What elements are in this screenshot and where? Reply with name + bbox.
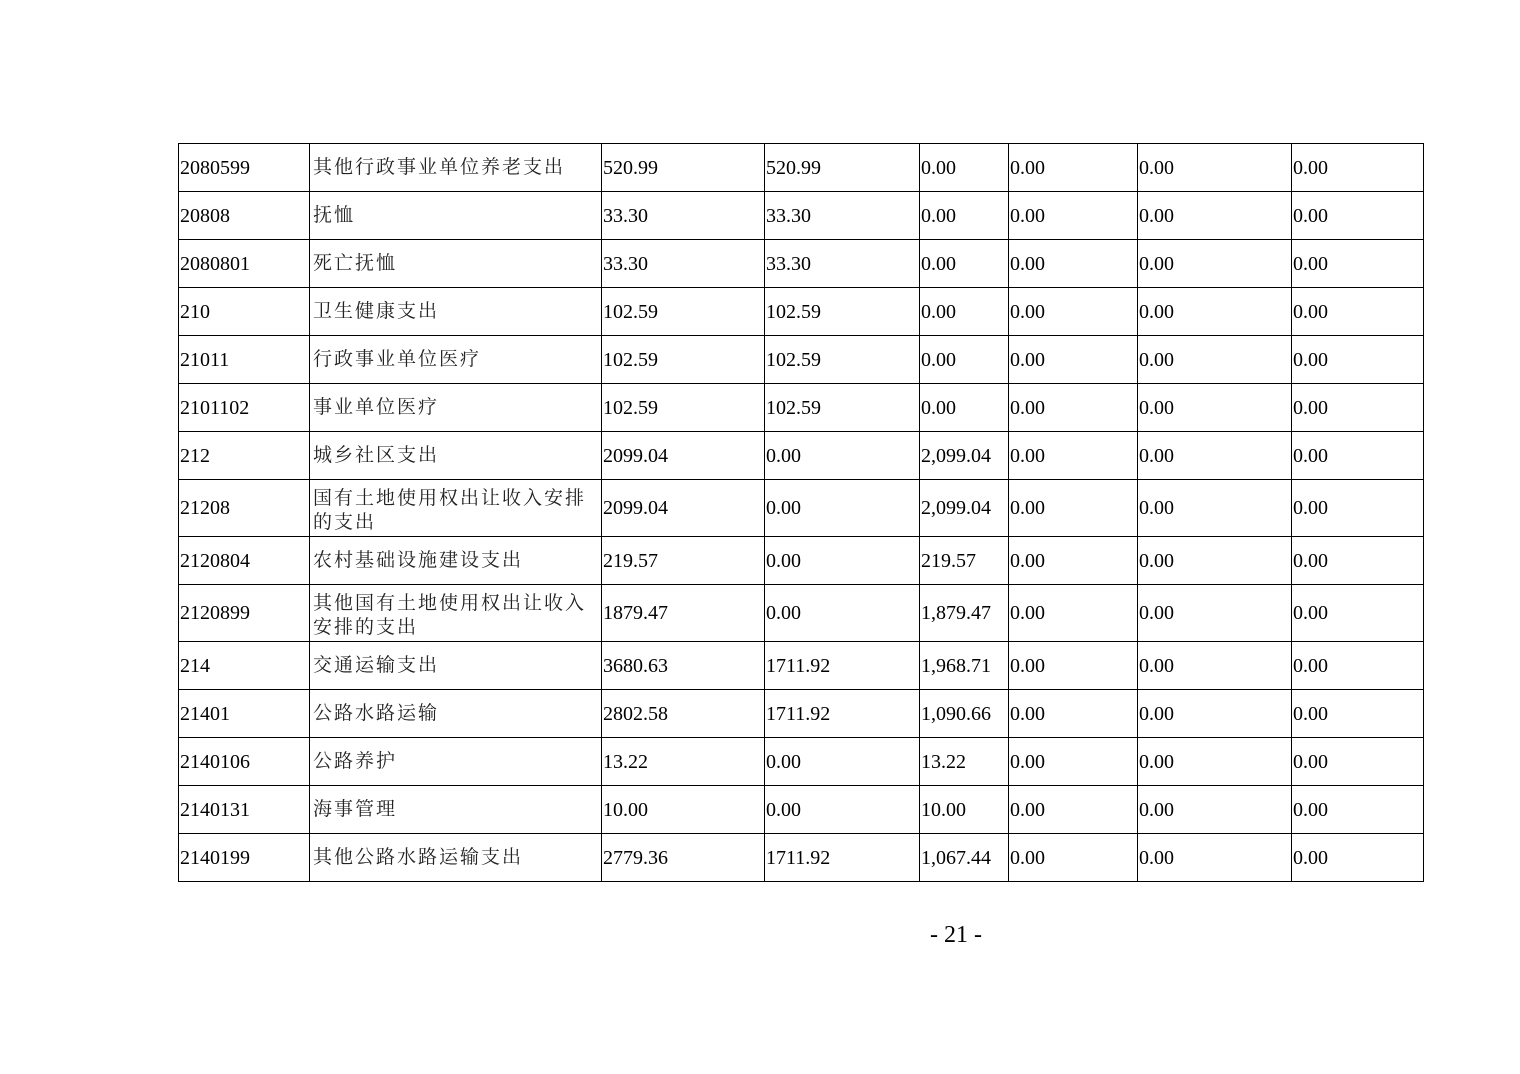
value-cell: 13.22 — [920, 738, 1009, 786]
table-row — [179, 288, 1424, 336]
value-cell: 0.00 — [1009, 537, 1138, 585]
value-cell: 102.59 — [602, 288, 765, 336]
name-cell: 公路水路运输 — [310, 690, 602, 738]
page-number: - 21 - — [930, 922, 982, 948]
value-cell: 0.00 — [1009, 240, 1138, 288]
value-cell: 0.00 — [1292, 690, 1424, 738]
value-cell: 2,099.04 — [920, 480, 1009, 537]
value-cell: 0.00 — [1138, 240, 1292, 288]
name-cell: 公路养护 — [310, 738, 602, 786]
name-cell: 城乡社区支出 — [310, 432, 602, 480]
value-cell: 1,090.66 — [920, 690, 1009, 738]
value-cell: 0.00 — [1292, 585, 1424, 642]
value-cell: 0.00 — [1292, 834, 1424, 882]
value-cell: 0.00 — [1292, 240, 1424, 288]
value-cell: 0.00 — [1292, 642, 1424, 690]
value-cell: 0.00 — [1138, 336, 1292, 384]
name-cell: 其他公路水路运输支出 — [310, 834, 602, 882]
value-cell: 1879.47 — [602, 585, 765, 642]
value-cell: 102.59 — [765, 384, 920, 432]
code-cell: 20808 — [179, 192, 310, 240]
value-cell: 1711.92 — [765, 690, 920, 738]
name-cell: 其他国有土地使用权出让收入安排的支出 — [310, 585, 602, 642]
value-cell: 1,067.44 — [920, 834, 1009, 882]
value-cell: 0.00 — [1009, 690, 1138, 738]
value-cell: 0.00 — [765, 786, 920, 834]
value-cell: 0.00 — [765, 738, 920, 786]
value-cell: 0.00 — [1009, 288, 1138, 336]
code-cell: 210 — [179, 288, 310, 336]
value-cell: 0.00 — [1292, 786, 1424, 834]
value-cell: 0.00 — [1009, 384, 1138, 432]
value-cell: 0.00 — [920, 288, 1009, 336]
code-cell: 2140106 — [179, 738, 310, 786]
code-cell: 2080599 — [179, 144, 310, 192]
code-cell: 2120804 — [179, 537, 310, 585]
name-cell: 农村基础设施建设支出 — [310, 537, 602, 585]
table-row — [179, 690, 1424, 738]
name-cell: 海事管理 — [310, 786, 602, 834]
value-cell: 2,099.04 — [920, 432, 1009, 480]
value-cell: 0.00 — [1292, 192, 1424, 240]
code-cell: 2120899 — [179, 585, 310, 642]
value-cell: 2099.04 — [602, 432, 765, 480]
value-cell: 520.99 — [765, 144, 920, 192]
table-row — [179, 432, 1424, 480]
code-cell: 214 — [179, 642, 310, 690]
value-cell: 10.00 — [920, 786, 1009, 834]
value-cell: 0.00 — [1292, 384, 1424, 432]
table-row — [179, 336, 1424, 384]
value-cell: 219.57 — [602, 537, 765, 585]
value-cell: 0.00 — [920, 240, 1009, 288]
value-cell: 33.30 — [765, 240, 920, 288]
table-row — [179, 240, 1424, 288]
name-cell: 行政事业单位医疗 — [310, 336, 602, 384]
table-row — [179, 834, 1424, 882]
value-cell: 0.00 — [1138, 288, 1292, 336]
value-cell: 0.00 — [1138, 834, 1292, 882]
value-cell: 219.57 — [920, 537, 1009, 585]
value-cell: 0.00 — [1138, 738, 1292, 786]
value-cell: 0.00 — [1009, 432, 1138, 480]
value-cell: 0.00 — [1009, 480, 1138, 537]
expenditure-table — [178, 143, 1424, 882]
code-cell: 21011 — [179, 336, 310, 384]
value-cell: 0.00 — [1009, 642, 1138, 690]
value-cell: 0.00 — [1138, 144, 1292, 192]
value-cell: 1,879.47 — [920, 585, 1009, 642]
value-cell: 0.00 — [765, 480, 920, 537]
value-cell: 0.00 — [1009, 786, 1138, 834]
name-cell: 抚恤 — [310, 192, 602, 240]
table-row — [179, 480, 1424, 537]
name-cell: 死亡抚恤 — [310, 240, 602, 288]
value-cell: 0.00 — [765, 537, 920, 585]
value-cell: 0.00 — [1138, 786, 1292, 834]
table-row — [179, 384, 1424, 432]
value-cell: 0.00 — [1138, 432, 1292, 480]
value-cell: 0.00 — [765, 585, 920, 642]
value-cell: 2779.36 — [602, 834, 765, 882]
value-cell: 1711.92 — [765, 834, 920, 882]
value-cell: 0.00 — [920, 144, 1009, 192]
value-cell: 0.00 — [1292, 336, 1424, 384]
value-cell: 0.00 — [1292, 738, 1424, 786]
value-cell: 0.00 — [1009, 585, 1138, 642]
value-cell: 0.00 — [920, 192, 1009, 240]
code-cell: 2080801 — [179, 240, 310, 288]
value-cell: 0.00 — [1138, 384, 1292, 432]
code-cell: 2140131 — [179, 786, 310, 834]
code-cell: 21208 — [179, 480, 310, 537]
value-cell: 520.99 — [602, 144, 765, 192]
code-cell: 212 — [179, 432, 310, 480]
value-cell: 0.00 — [1292, 480, 1424, 537]
value-cell: 0.00 — [1292, 432, 1424, 480]
value-cell: 0.00 — [1138, 690, 1292, 738]
value-cell: 0.00 — [920, 384, 1009, 432]
value-cell: 3680.63 — [602, 642, 765, 690]
value-cell: 10.00 — [602, 786, 765, 834]
value-cell: 0.00 — [1138, 192, 1292, 240]
value-cell: 33.30 — [765, 192, 920, 240]
value-cell: 0.00 — [1009, 738, 1138, 786]
name-cell: 其他行政事业单位养老支出 — [310, 144, 602, 192]
table-row — [179, 144, 1424, 192]
value-cell: 0.00 — [1009, 834, 1138, 882]
value-cell: 0.00 — [1138, 480, 1292, 537]
value-cell: 1,968.71 — [920, 642, 1009, 690]
value-cell: 33.30 — [602, 240, 765, 288]
name-cell: 事业单位医疗 — [310, 384, 602, 432]
value-cell: 0.00 — [1292, 537, 1424, 585]
value-cell: 0.00 — [1292, 288, 1424, 336]
table-row — [179, 738, 1424, 786]
value-cell: 0.00 — [765, 432, 920, 480]
value-cell: 1711.92 — [765, 642, 920, 690]
value-cell: 0.00 — [920, 336, 1009, 384]
value-cell: 0.00 — [1009, 144, 1138, 192]
value-cell: 0.00 — [1292, 144, 1424, 192]
table-row — [179, 642, 1424, 690]
table-row — [179, 537, 1424, 585]
value-cell: 33.30 — [602, 192, 765, 240]
value-cell: 0.00 — [1138, 537, 1292, 585]
name-cell: 卫生健康支出 — [310, 288, 602, 336]
value-cell: 0.00 — [1009, 336, 1138, 384]
code-cell: 2140199 — [179, 834, 310, 882]
code-cell: 21401 — [179, 690, 310, 738]
table-row — [179, 786, 1424, 834]
table-row — [179, 585, 1424, 642]
value-cell: 13.22 — [602, 738, 765, 786]
value-cell: 2802.58 — [602, 690, 765, 738]
table-body — [179, 144, 1424, 882]
value-cell: 0.00 — [1009, 192, 1138, 240]
value-cell: 2099.04 — [602, 480, 765, 537]
value-cell: 102.59 — [602, 384, 765, 432]
name-cell: 国有土地使用权出让收入安排的支出 — [310, 480, 602, 537]
value-cell: 102.59 — [602, 336, 765, 384]
name-cell: 交通运输支出 — [310, 642, 602, 690]
value-cell: 102.59 — [765, 288, 920, 336]
value-cell: 0.00 — [1138, 642, 1292, 690]
code-cell: 2101102 — [179, 384, 310, 432]
value-cell: 0.00 — [1138, 585, 1292, 642]
value-cell: 102.59 — [765, 336, 920, 384]
table-row — [179, 192, 1424, 240]
